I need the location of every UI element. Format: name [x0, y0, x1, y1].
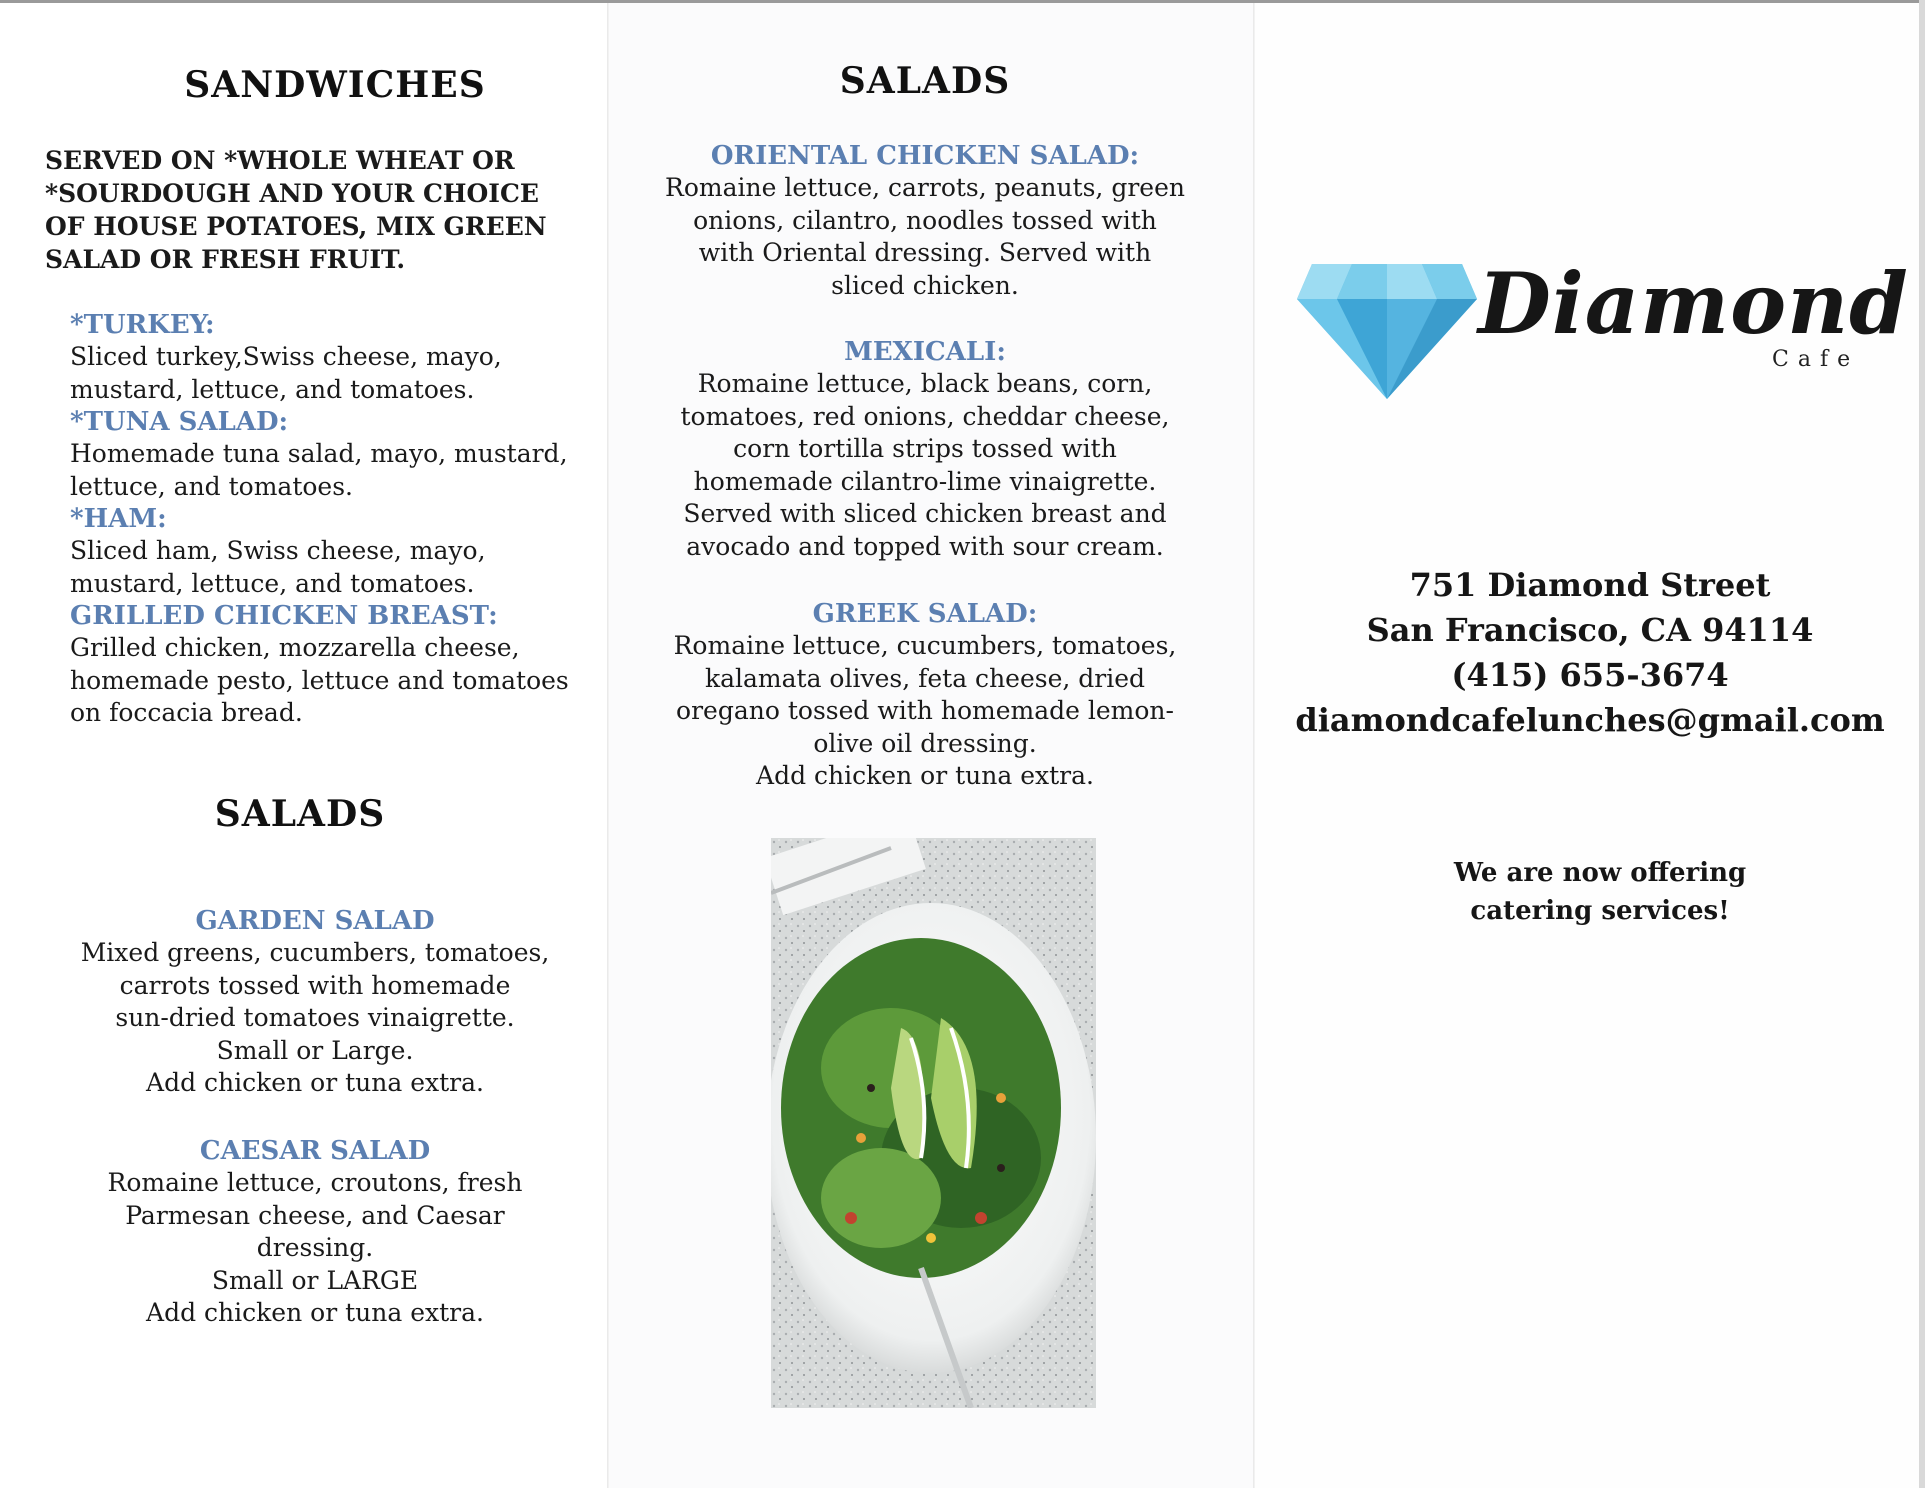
- sandwich-description: Homemade tuna salad, mayo, mustard, lettuce, and tomatoes.: [70, 439, 568, 501]
- fold-line: [1253, 0, 1255, 1488]
- salad-line: Mixed greens, cucumbers, tomatoes,: [80, 938, 550, 967]
- salad-name: GARDEN SALAD: [195, 906, 435, 936]
- salad-name: CAESAR SALAD: [199, 1136, 431, 1166]
- sandwich-name: *TUNA SALAD:: [70, 407, 289, 437]
- salad-line: Add chicken or tuna extra.: [146, 1298, 484, 1327]
- salad-line: Romaine lettuce, carrots, peanuts, green: [665, 173, 1185, 202]
- salad-photo: [771, 838, 1096, 1408]
- salad-line: Romaine lettuce, black beans, corn,: [697, 369, 1153, 398]
- sandwich-name: *HAM:: [70, 504, 167, 534]
- salad-line: Served with sliced chicken breast and: [683, 499, 1167, 528]
- fold-line: [607, 0, 609, 1488]
- salad-line: tomatoes, red onions, cheddar cheese,: [680, 401, 1170, 431]
- salad-line: corn tortilla strips tossed with: [733, 434, 1117, 463]
- sandwiches-heading: SANDWICHES: [184, 64, 486, 106]
- brand-subtitle: Cafe: [1772, 347, 1860, 372]
- salad-line: dressing.: [256, 1233, 374, 1262]
- salad-name: GREEK SALAD:: [812, 599, 1038, 629]
- sandwich-list: [70, 309, 570, 730]
- catering-line-1: We are now offering: [1453, 858, 1747, 888]
- salad-line: Add chicken or tuna extra.: [146, 1068, 484, 1097]
- scan-edge: [0, 0, 1925, 3]
- salad-line: avocado and topped with sour cream.: [686, 531, 1164, 561]
- salads-heading: SALADS: [839, 60, 1011, 102]
- salad-line: sun-dried tomatoes vinaigrette.: [115, 1003, 515, 1032]
- salad-line: oregano tossed with homemade lemon-: [676, 696, 1174, 725]
- sandwich-description: Grilled chicken, mozzarella cheese, homemade pesto, lettuce and tomatoes on foccacia bread.: [70, 633, 569, 727]
- salad-item: [660, 598, 1190, 793]
- sandwich-name: *TURKEY:: [70, 310, 215, 340]
- salad-line: with Oriental dressing. Served with: [698, 238, 1152, 267]
- sandwich-description: Sliced turkey,Swiss cheese, mayo, mustard, lettuce, and tomatoes.: [70, 342, 502, 404]
- email-address: diamondcafelunches@gmail.com: [1295, 701, 1885, 739]
- salad-line: homemade cilantro-lime vinaigrette.: [693, 466, 1157, 496]
- salads-heading: SALADS: [214, 793, 386, 835]
- salad-item: [660, 140, 1190, 302]
- salad-line: kalamata olives, feta cheese, dried: [704, 663, 1146, 693]
- salad-line: Small or LARGE: [211, 1265, 419, 1295]
- sandwich-description: Sliced ham, Swiss cheese, mayo, mustard, lettuce, and tomatoes.: [70, 536, 486, 598]
- catering-line-2: catering services!: [1470, 896, 1730, 926]
- catering-notice: [1360, 854, 1840, 930]
- salad-line: Romaine lettuce, cucumbers, tomatoes,: [673, 631, 1177, 660]
- address-line-2: San Francisco, CA 94114: [1366, 611, 1814, 649]
- address-line-1: 751 Diamond Street: [1409, 566, 1771, 604]
- scan-edge: [1919, 0, 1925, 1488]
- salad-name: ORIENTAL CHICKEN SALAD:: [710, 141, 1140, 171]
- salad-item: [660, 336, 1190, 563]
- sandwich-name: GRILLED CHICKEN BREAST:: [70, 601, 498, 631]
- salad-line: sliced chicken.: [831, 270, 1019, 300]
- salad-name: MEXICALI:: [844, 337, 1006, 367]
- salad-line: onions, cilantro, noodles tossed with: [693, 205, 1157, 235]
- right-panel: [1254, 0, 1925, 1488]
- diamond-icon: [1292, 254, 1482, 404]
- phone-number: (415) 655-3674: [1451, 656, 1729, 694]
- salad-line: Small or Large.: [216, 1035, 414, 1065]
- contact-info: [1290, 563, 1890, 743]
- salad-item: [40, 905, 590, 1100]
- sandwiches-intro: SERVED ON *WHOLE WHEAT OR *SOURDOUGH AND YOUR CHOICE OF HOUSE POTATOES, MIX GREEN SALAD OR FRESH FRUIT.: [45, 146, 547, 274]
- salad-line: carrots tossed with homemade: [119, 970, 511, 1000]
- salad-line: olive oil dressing.: [813, 728, 1037, 758]
- salad-line: Romaine lettuce, croutons, fresh: [107, 1168, 523, 1197]
- salad-line: Parmesan cheese, and Caesar: [125, 1200, 505, 1230]
- salad-item: [40, 1135, 590, 1330]
- salad-line: Add chicken or tuna extra.: [756, 761, 1094, 790]
- brand-name: Diamond: [1478, 254, 1909, 353]
